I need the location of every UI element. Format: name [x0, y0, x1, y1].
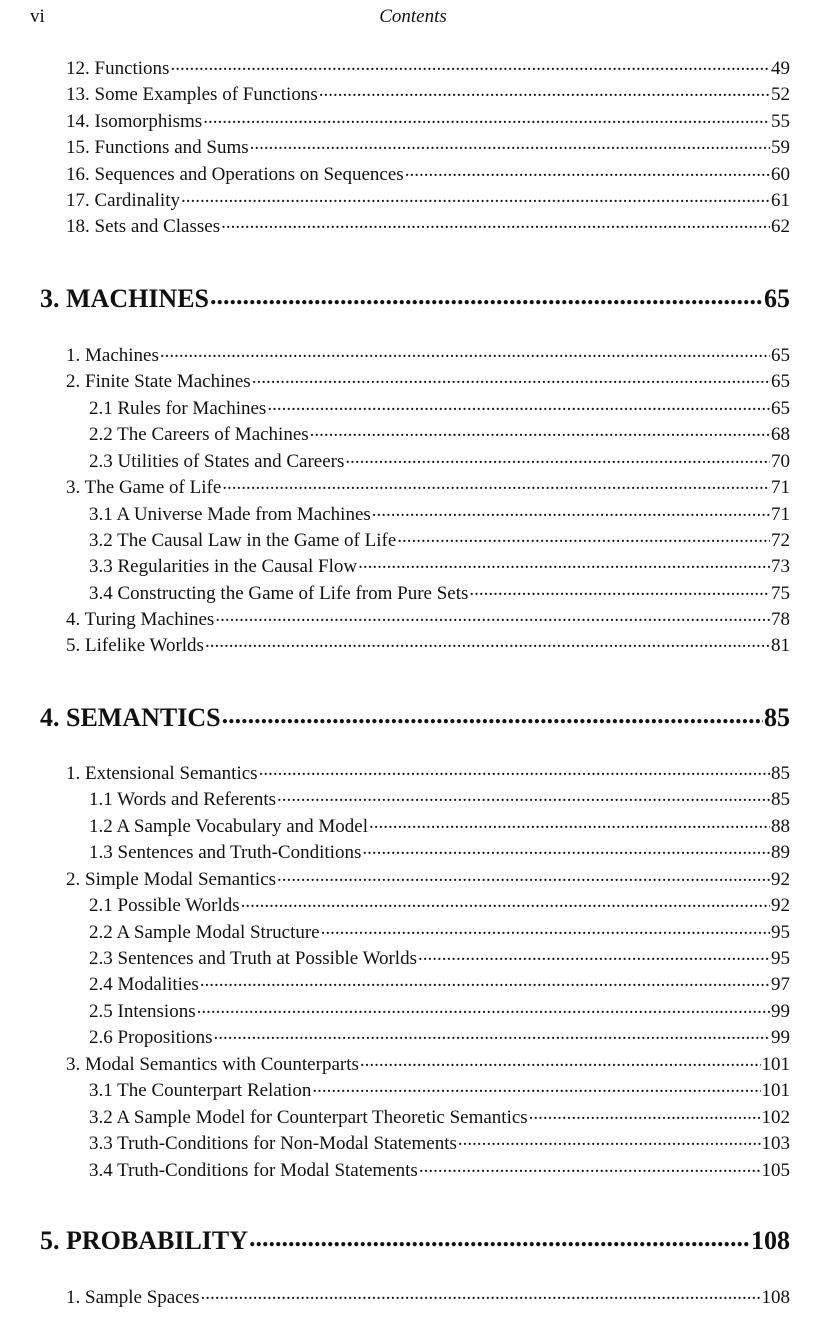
toc-entry-title: 3. MACHINES: [40, 284, 210, 313]
dot-leader: [215, 606, 770, 625]
page-header: [0, 0, 826, 40]
toc-entry-page: 108: [751, 1226, 790, 1255]
toc-entry-page: 61: [771, 190, 790, 211]
dot-leader: [210, 281, 763, 307]
toc-entry-page: 101: [761, 1080, 790, 1101]
toc-entry-page: 103: [761, 1133, 790, 1154]
toc-entry-page: 52: [771, 84, 790, 105]
toc-entry: [66, 108, 790, 134]
dot-leader: [181, 187, 770, 206]
dot-leader: [321, 919, 770, 938]
dot-leader: [358, 553, 770, 572]
toc-entry: [66, 81, 790, 107]
toc-entry: [66, 866, 790, 892]
dot-leader: [160, 342, 770, 361]
toc-entry-title: 13. Some Examples of Functions: [66, 84, 318, 105]
page-number: vi: [30, 6, 45, 27]
toc-entry-page: 65: [771, 398, 790, 419]
toc-entry-page: 59: [771, 137, 790, 158]
toc-entry-title: 12. Functions: [66, 58, 170, 79]
toc-entry-title: 3.4 Truth-Conditions for Modal Statements: [89, 1160, 418, 1181]
dot-leader: [418, 945, 770, 964]
toc-entry: [89, 553, 790, 579]
dot-leader: [312, 1077, 760, 1096]
toc-entry-title: 17. Cardinality: [66, 190, 180, 211]
dot-leader: [529, 1104, 761, 1123]
dot-leader: [372, 501, 770, 520]
dot-leader: [360, 1051, 761, 1070]
toc-entry: [89, 1104, 790, 1130]
toc-entry-title: 14. Isomorphisms: [66, 111, 203, 132]
toc-entry: [66, 1051, 790, 1077]
dot-leader: [277, 786, 770, 805]
toc-entry-page: 65: [764, 284, 790, 313]
toc-entry-page: 95: [771, 948, 790, 969]
toc-entry-title: 3.3 Truth-Conditions for Non-Modal Statements: [89, 1133, 457, 1154]
toc-entry-page: 55: [771, 111, 790, 132]
dot-leader: [241, 892, 770, 911]
toc-entry: [89, 919, 790, 945]
toc-entry-title: 1.3 Sentences and Truth-Conditions: [89, 842, 362, 863]
toc-entry: [66, 134, 790, 160]
toc-entry-page: 60: [771, 164, 790, 185]
toc-entry-page: 95: [771, 922, 790, 943]
toc-chapter-entry: [40, 700, 790, 733]
toc-entry: [66, 606, 790, 632]
toc-entry-title: 1. Sample Spaces: [66, 1287, 200, 1308]
dot-leader: [345, 448, 770, 467]
toc-entry-title: 4. Turing Machines: [66, 609, 215, 630]
toc-entry: [66, 1284, 790, 1310]
toc-entry-page: 88: [771, 816, 790, 837]
dot-leader: [250, 134, 770, 153]
toc-entry-page: 85: [771, 763, 790, 784]
toc-entry-title: 1. Machines: [66, 345, 159, 366]
toc-entry: [89, 448, 790, 474]
dot-leader: [205, 632, 770, 651]
toc-entry: [89, 1077, 790, 1103]
toc-entry: [89, 998, 790, 1024]
toc-entry-title: 1. Extensional Semantics: [66, 763, 258, 784]
toc-entry-title: 2. Finite State Machines: [66, 371, 251, 392]
dot-leader: [405, 161, 770, 180]
toc-entry-title: 5. PROBABILITY: [40, 1226, 249, 1255]
toc-entry: [66, 55, 790, 81]
toc-entry: [89, 839, 790, 865]
toc-entry-title: 16. Sequences and Operations on Sequences: [66, 164, 404, 185]
toc-entry-title: 2.3 Utilities of States and Careers: [89, 451, 345, 472]
toc-entry-title: 2.3 Sentences and Truth at Possible Worlds: [89, 948, 417, 969]
toc-entry-title: 2. Simple Modal Semantics: [66, 869, 277, 890]
toc-entry: [66, 474, 790, 500]
toc-entry: [89, 580, 790, 606]
toc-entry-title: 5. Lifelike Worlds: [66, 635, 204, 656]
toc-entry-page: 72: [771, 530, 790, 551]
toc-entry-title: 2.2 The Careers of Machines: [89, 424, 309, 445]
toc-entry-page: 85: [771, 789, 790, 810]
dot-leader: [203, 108, 770, 127]
toc-entry-title: 3. Modal Semantics with Counterparts: [66, 1054, 359, 1075]
toc-entry-page: 73: [771, 556, 790, 577]
dot-leader: [277, 866, 770, 885]
dot-leader: [214, 1024, 770, 1043]
toc-entry-page: 108: [761, 1287, 790, 1308]
dot-leader: [369, 813, 770, 832]
toc-entry: [66, 632, 790, 658]
running-title: Contents: [379, 6, 447, 27]
toc-entry-page: 68: [771, 424, 790, 445]
toc-chapter-entry: [40, 1223, 790, 1256]
toc-entry-title: 2.2 A Sample Modal Structure: [89, 922, 320, 943]
toc-entry-page: 97: [771, 974, 790, 995]
toc-entry-page: 99: [771, 1001, 790, 1022]
toc-entry-page: 75: [771, 583, 790, 604]
toc-entry: [89, 1130, 790, 1156]
toc-entry-title: 1.2 A Sample Vocabulary and Model: [89, 816, 368, 837]
toc-entry-title: 3.1 A Universe Made from Machines: [89, 504, 371, 525]
toc-entry: [89, 786, 790, 812]
toc-entry-page: 49: [771, 58, 790, 79]
toc-entry-title: 15. Functions and Sums: [66, 137, 249, 158]
dot-leader: [222, 700, 763, 726]
toc-entry-title: 2.5 Intensions: [89, 1001, 196, 1022]
toc-entry-page: 65: [771, 345, 790, 366]
dot-leader: [201, 1284, 761, 1303]
toc-entry: [66, 187, 790, 213]
toc-entry: [89, 892, 790, 918]
toc-entry: [89, 395, 790, 421]
dot-leader: [259, 760, 770, 779]
toc-entry: [66, 342, 790, 368]
toc-entry-title: 2.6 Propositions: [89, 1027, 213, 1048]
toc-entry-page: 71: [771, 504, 790, 525]
toc-entry-page: 92: [771, 869, 790, 890]
toc-entry-page: 89: [771, 842, 790, 863]
toc-entry: [89, 945, 790, 971]
toc-entry: [89, 421, 790, 447]
dot-leader: [252, 368, 770, 387]
toc-entry-title: 18. Sets and Classes: [66, 216, 221, 237]
toc-entry-page: 85: [764, 703, 790, 732]
toc-entry-page: 71: [771, 477, 790, 498]
toc-entry-title: 4. SEMANTICS: [40, 703, 221, 732]
toc-entry-title: 3.1 The Counterpart Relation: [89, 1080, 312, 1101]
toc-entry-page: 70: [771, 451, 790, 472]
toc-entry: [89, 1157, 790, 1183]
toc-entry: [66, 213, 790, 239]
toc-entry-title: 3.2 A Sample Model for Counterpart Theoretic Semantics: [89, 1107, 528, 1128]
toc-entry-title: 3.4 Constructing the Game of Life from Pure Sets: [89, 583, 469, 604]
dot-leader: [310, 421, 770, 440]
dot-leader: [469, 580, 770, 599]
toc-entry-page: 65: [771, 371, 790, 392]
dot-leader: [200, 971, 770, 990]
toc-entry-page: 101: [761, 1054, 790, 1075]
toc-entry-title: 2.1 Possible Worlds: [89, 895, 240, 916]
dot-leader: [458, 1130, 761, 1149]
dot-leader: [397, 527, 770, 546]
dot-leader: [319, 81, 770, 100]
dot-leader: [419, 1157, 761, 1176]
dot-leader: [170, 55, 770, 74]
toc-entry-page: 99: [771, 1027, 790, 1048]
dot-leader: [362, 839, 770, 858]
toc-entry-title: 2.1 Rules for Machines: [89, 398, 267, 419]
toc-entry-title: 1.1 Words and Referents: [89, 789, 277, 810]
toc-entry-page: 92: [771, 895, 790, 916]
dot-leader: [249, 1223, 750, 1249]
toc-entry: [66, 161, 790, 187]
toc-entry-title: 3.2 The Causal Law in the Game of Life: [89, 530, 397, 551]
toc-entry: [66, 368, 790, 394]
toc-entry-page: 102: [761, 1107, 790, 1128]
toc-entry: [89, 813, 790, 839]
toc-entry: [89, 1024, 790, 1050]
toc-chapter-entry: [40, 281, 790, 314]
dot-leader: [222, 474, 770, 493]
toc-entry-title: 3.3 Regularities in the Causal Flow: [89, 556, 358, 577]
dot-leader: [267, 395, 770, 414]
toc-entry-title: 3. The Game of Life: [66, 477, 222, 498]
toc-entry-page: 78: [771, 609, 790, 630]
toc-entry-page: 62: [771, 216, 790, 237]
toc-entry: [89, 527, 790, 553]
toc-entry: [66, 760, 790, 786]
toc-entry-page: 105: [761, 1160, 790, 1181]
dot-leader: [221, 213, 770, 232]
toc-entry-page: 81: [771, 635, 790, 656]
dot-leader: [197, 998, 770, 1017]
toc-entry-title: 2.4 Modalities: [89, 974, 199, 995]
toc-entry: [89, 971, 790, 997]
toc-entry: [89, 501, 790, 527]
